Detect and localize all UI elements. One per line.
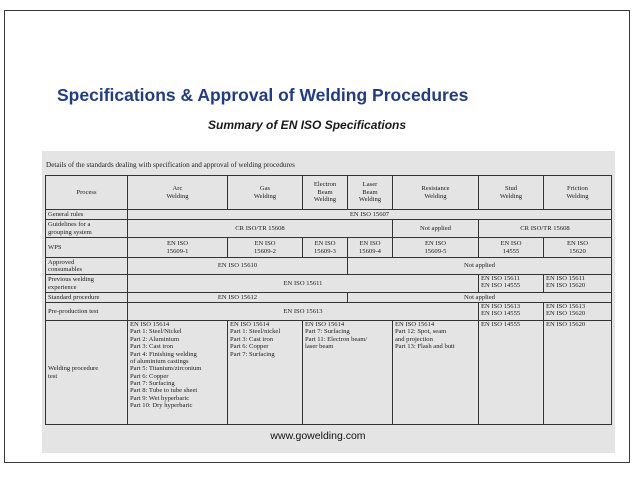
standards-table — [45, 175, 612, 425]
table-cell: EN ISO 15613 EN ISO 14555 — [479, 303, 544, 321]
table-cell: EN ISO 15620 — [544, 238, 612, 258]
header-laser-beam: Laser Beam Welding — [348, 176, 393, 210]
row-label: Previous welding experience — [46, 275, 128, 293]
cell-heading: EN ISO 15614 — [395, 321, 435, 328]
table-row-wps — [46, 238, 612, 258]
table-cell: EN ISO 15611 EN ISO 15620 — [544, 275, 612, 293]
cell-heading: EN ISO 15614 — [130, 321, 170, 328]
header-process: Process — [46, 176, 128, 210]
table-cell: Not applied — [393, 220, 479, 238]
table-header-row — [46, 176, 612, 210]
table-cell: EN ISO 15609-4 — [348, 238, 393, 258]
table-cell: Not applied — [348, 293, 612, 303]
table-cell: EN ISO 15611 EN ISO 14555 — [479, 275, 544, 293]
table-cell: EN ISO 15612 — [128, 293, 348, 303]
header-gas: Gas Welding — [228, 176, 303, 210]
table-cell: Not applied — [348, 258, 612, 275]
table-cell: EN ISO 15610 — [128, 258, 348, 275]
header-resistance: Resistance Welding — [393, 176, 479, 210]
row-label: WPS — [46, 238, 128, 258]
table-cell: EN ISO 15613 — [128, 303, 479, 321]
table-cell — [128, 321, 228, 425]
slide-title: Specifications & Approval of Welding Procedures — [57, 85, 469, 105]
slide-subtitle: Summary of EN ISO Specifications — [208, 118, 407, 132]
row-label: General rules — [46, 210, 128, 220]
table-cell: EN ISO 15609-3 — [303, 238, 348, 258]
table-cell: EN ISO 15620 — [544, 321, 612, 425]
header-friction: Friction Welding — [544, 176, 612, 210]
table-cell: EN ISO 15609-5 — [393, 238, 479, 258]
cell-parts: Part 1: Steel/Nickel Part 2: Aluminium Part 3: Cast iron Part 4: Finishing welding of aluminium castings Part 5: Titanium/zirconium Part 6: Copper Part 7: Surfacing Part 8: Tube to tube sheet Part 9: Wet hyperbaric Part 10: Dry hyperbaric — [130, 328, 202, 410]
cell-parts: Part 1: Steel/nickel Part 3: Cast iron Part 6: Copper Part 7: Surfacing — [230, 328, 281, 358]
table-cell — [393, 321, 479, 425]
table-cell: EN ISO 15607 — [128, 210, 612, 220]
table-row-standard-procedure — [46, 293, 612, 303]
table-caption: Details of the standards dealing with specification and approval of welding procedures — [46, 161, 295, 169]
table-row-pre-production — [46, 303, 612, 321]
cell-parts: Part 7: Surfacing Part 11: Electron beam/ laser beam — [305, 328, 368, 351]
header-stud: Stud Welding — [479, 176, 544, 210]
header-arc: Arc Welding — [128, 176, 228, 210]
row-label: Approved consumables — [46, 258, 128, 275]
table-cell — [303, 321, 393, 425]
row-label: Guidelines for a grouping system — [46, 220, 128, 238]
cell-parts: Part 12: Spot, seam and projection Part 13: Flash and butt — [395, 328, 455, 351]
table-cell: EN ISO 14555 — [479, 321, 544, 425]
row-label: Standard procedure — [46, 293, 128, 303]
table-row-grouping — [46, 220, 612, 238]
table-cell: CR ISO/TR 15608 — [479, 220, 612, 238]
table-cell: CR ISO/TR 15608 — [128, 220, 393, 238]
slide — [4, 10, 630, 463]
table-row-consumables — [46, 258, 612, 275]
cell-heading: EN ISO 15614 — [230, 321, 270, 328]
table-row-procedure-test — [46, 321, 612, 425]
scanned-table-image — [42, 151, 615, 453]
row-label: Pre-production test — [46, 303, 128, 321]
footer-url: www.gowelding.com — [270, 430, 366, 442]
table-cell — [228, 321, 303, 425]
row-label: Welding procedure test — [46, 321, 128, 425]
table-row-previous-experience — [46, 275, 612, 293]
header-electron-beam: Electron Beam Welding — [303, 176, 348, 210]
cell-heading: EN ISO 15614 — [305, 321, 345, 328]
table-cell: EN ISO 14555 — [479, 238, 544, 258]
table-cell: EN ISO 15609-1 — [128, 238, 228, 258]
table-row-general-rules — [46, 210, 612, 220]
table-cell: EN ISO 15613 EN ISO 15620 — [544, 303, 612, 321]
table-cell: EN ISO 15611 — [128, 275, 479, 293]
table-cell: EN ISO 15609-2 — [228, 238, 303, 258]
